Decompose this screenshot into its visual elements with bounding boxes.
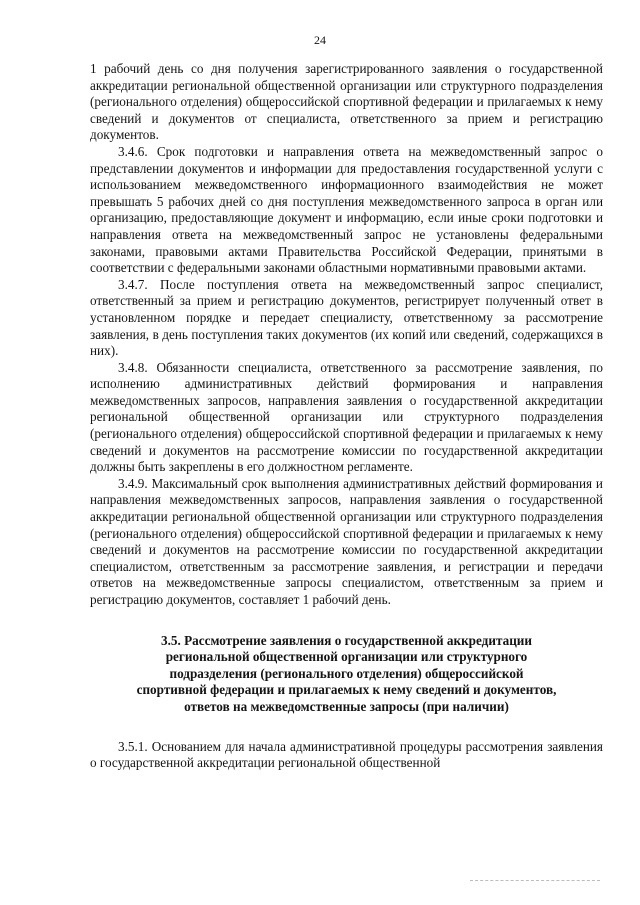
paragraph-3-4-6: 3.4.6. Срок подготовки и направления ответа на межведомственный запрос о представлении документов и информации для предоставления государственной услуги с использованием межведомственного информационного взаимодействия не может превышать 5 рабочих дней со дня поступления межведомственного запроса в орган или организацию, предоставляющие документ и информацию, если иные сроки подготовки и направления ответа на межведомственный запрос не установлены федеральными законами, правовыми актами Правительства Российской Федерации, принятыми в соответствии с федеральными законами областными нормативными правовыми актами. [90, 143, 603, 276]
page-number: 24 [314, 33, 326, 47]
heading-line: региональной общественной организации или структурного [165, 649, 528, 665]
paragraph-3-5-1: 3.5.1. Основанием для начала административной процедуры рассмотрения заявления о государственной аккредитации региональной общественной [90, 738, 603, 771]
heading-line: 3.5. Рассмотрение заявления о государственной аккредитации [161, 632, 532, 648]
paragraph-continuation: 1 рабочий день со дня получения зарегистрированного заявления о государственной аккредитации региональной общественной организации или структурного подразделения (регионального отделения) общероссийской спортивной федерации и прилагаемых к нему сведений и документов от специалиста, ответственного за прием и регистрацию документов. [90, 61, 603, 143]
paragraph-3-4-9: 3.4.9. Максимальный срок выполнения административных действий формирования и направления межведомственных запросов, направления заявления о государственной аккредитации региональной общественной организации или структурного подразделения (регионального отделения) общероссийской спортивной федерации и прилагаемых к нему сведений и документов на рассмотрение комиссии по государственной аккредитации специалистом, ответственным за рассмотрение заявления, и регистрации и передачи ответов на межведомственные запросы специалистом, ответственным за прием и регистрацию документов, составляет 1 рабочий день. [90, 475, 603, 607]
footer-rule [470, 880, 600, 881]
paragraph-3-4-7: 3.4.7. После поступления ответа на межведомственный запрос специалист, ответственный за прием и регистрацию документов, регистрирует полученный ответ в установленном порядке и передает специалисту, ответственному за рассмотрение заявления, в день поступления таких документов (их копий или сведений, содержащихся в них). [90, 276, 603, 359]
section-heading-3-5 [90, 633, 603, 716]
document-body [90, 61, 603, 772]
heading-line: спортивной федерации и прилагаемых к нему сведений и документов, [136, 682, 557, 698]
heading-line: подразделения (регионального отделения) общероссийской [169, 665, 524, 681]
heading-line: ответов на межведомственные запросы (при наличии) [184, 698, 509, 714]
paragraph-3-4-8: 3.4.8. Обязанности специалиста, ответственного за рассмотрение заявления, по исполнению административных действий формирования и направления межведомственных запросов, направления заявления о государственной аккредитации региональной общественной организации или структурного подразделения (регионального отделения) общероссийской спортивной федерации и прилагаемых к нему сведений и документов на рассмотрение комиссии по государственной аккредитации должны быть закреплены в его должностном регламенте. [90, 359, 603, 475]
